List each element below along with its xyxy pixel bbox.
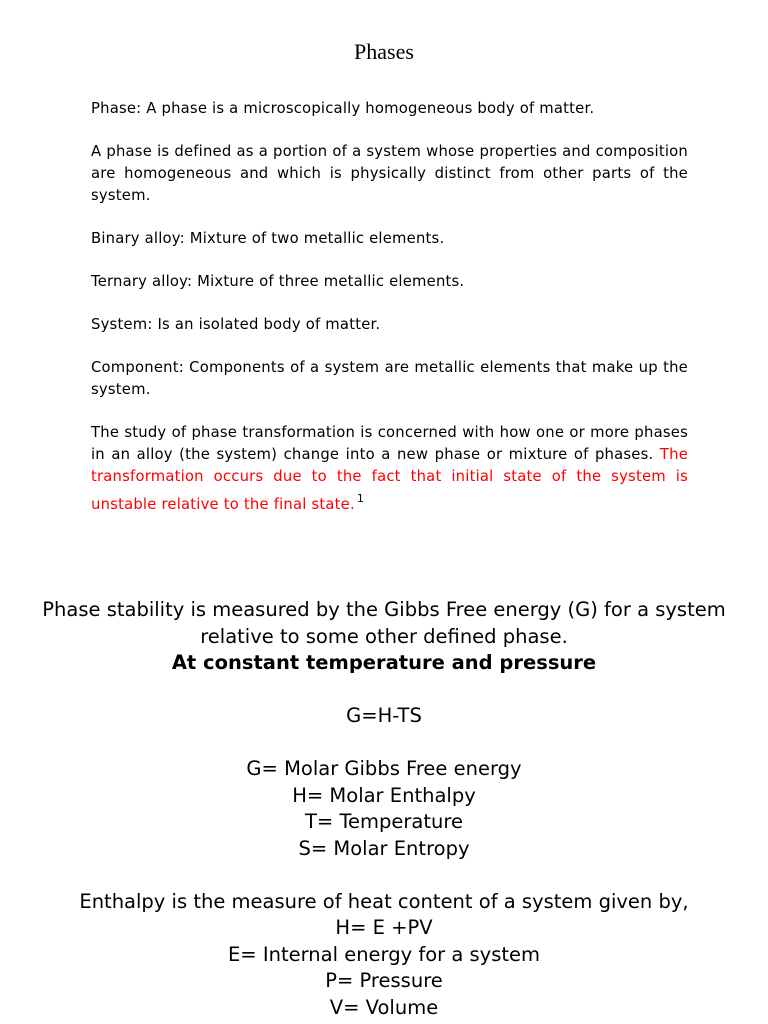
- binary-alloy-definition: Binary alloy: Mixture of two metallic elements.: [91, 230, 445, 247]
- component-definition: Component: Components of a system are metallic elements that make up the system.: [91, 359, 688, 398]
- spacer: [40, 677, 728, 704]
- h-definition: H= Molar Enthalpy: [292, 783, 476, 807]
- v-definition: V= Volume: [329, 995, 439, 1019]
- e-definition: E= Internal energy for a system: [227, 942, 540, 966]
- stability-statement: Phase stability is measured by the Gibbs Free energy (G) for a system relative to some other defined phase.: [42, 598, 726, 648]
- p-definition: P= Pressure: [325, 969, 443, 992]
- enthalpy-equation: H= E +PV: [335, 916, 433, 939]
- gibbs-equation: G=H-TS: [346, 704, 422, 727]
- phase-definition: Phase: A phase is a microscopically homogeneous body of matter.: [91, 100, 595, 117]
- system-definition: System: Is an isolated body of matter.: [91, 316, 381, 333]
- ternary-alloy-definition: Ternary alloy: Mixture of three metallic elements.: [91, 273, 465, 290]
- t-definition: T= Temperature: [305, 810, 463, 833]
- gibbs-section: [40, 597, 728, 1021]
- footnote-marker: 1: [356, 492, 365, 505]
- enthalpy-statement: Enthalpy is the measure of heat content of a system given by,: [79, 889, 689, 913]
- phase-defined-paragraph: A phase is defined as a portion of a system whose properties and composition are homogeneous and which is physically distinct from other parts of the system.: [91, 143, 688, 204]
- transformation-highlight: The transformation occurs due to the fact that initial state of the system is unstable relative to the final state.: [91, 446, 689, 513]
- page-title: Phases: [354, 39, 414, 64]
- spacer: [40, 730, 728, 757]
- g-definition: G= Molar Gibbs Free energy: [246, 757, 522, 780]
- spacer: [40, 862, 728, 889]
- transformation-paragraph: [91, 422, 688, 516]
- transformation-text: The study of phase transformation is concerned with how one or more phases in an alloy (the system) change into a new phase or mixture of phases.: [91, 424, 688, 463]
- condition-heading: At constant temperature and pressure: [171, 651, 597, 674]
- definitions-section: [91, 98, 688, 537]
- s-definition: S= Molar Entropy: [298, 836, 470, 860]
